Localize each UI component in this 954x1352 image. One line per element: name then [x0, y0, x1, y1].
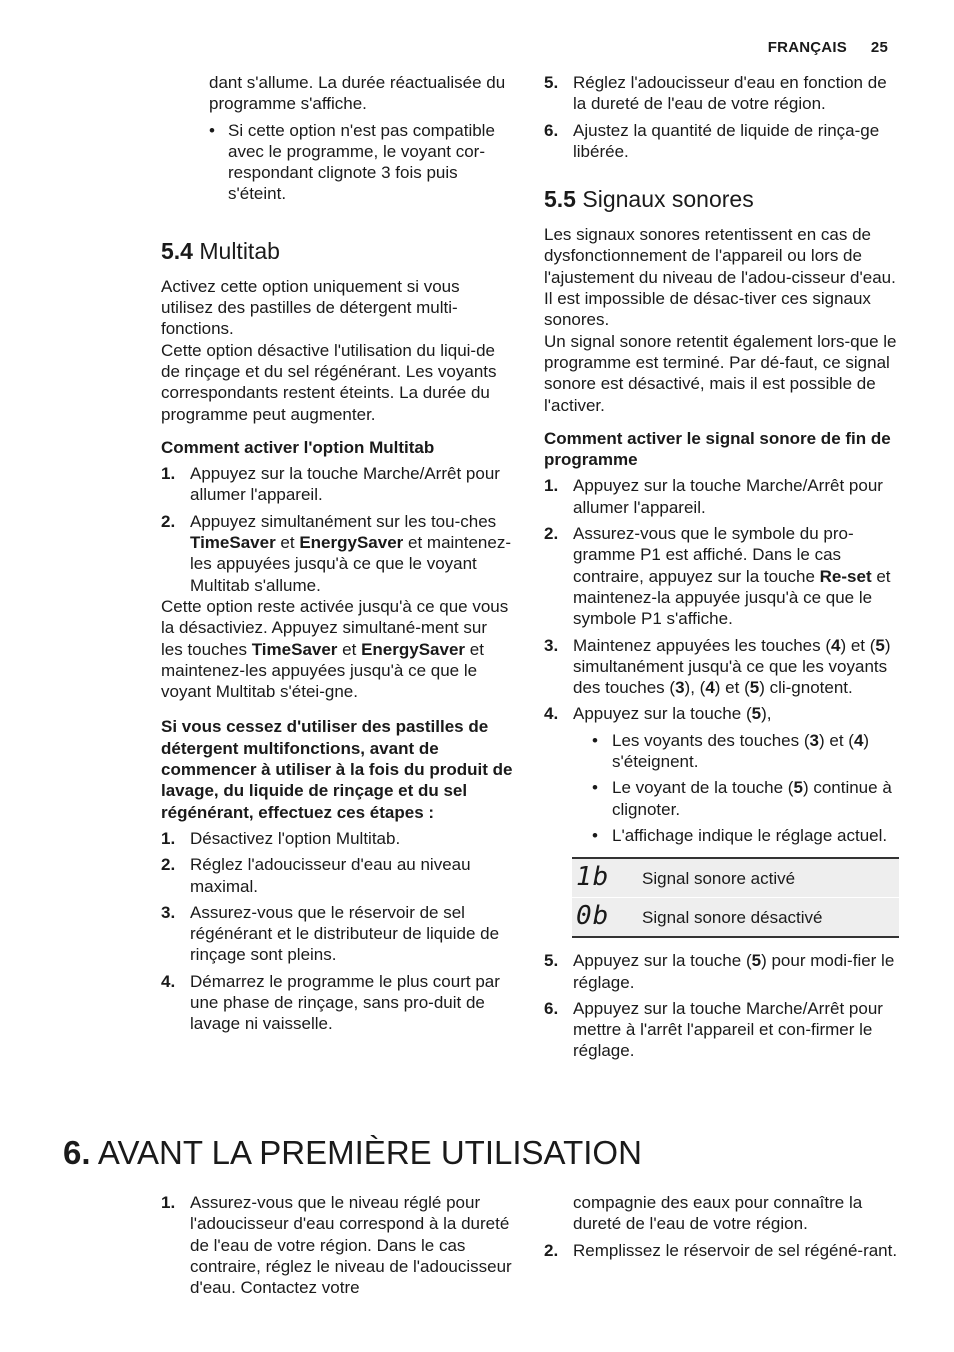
list-item: 5. Appuyez sur la touche (5) pour modi-fier le réglage.	[544, 951, 895, 992]
bullet: •	[592, 730, 598, 750]
sub-list-item: • Les voyants des touches (3) et (4) s'éteignent.	[592, 730, 870, 772]
list-item: 1. Appuyez sur la touche Marche/Arrêt pour allumer l'appareil.	[544, 476, 883, 517]
left-column	[161, 72, 513, 1040]
list-item: 1. Appuyez sur la touche Marche/Arrêt pour allumer l'appareil.	[161, 464, 500, 505]
list-item: 2. Remplissez le réservoir de sel régéné-rant.	[544, 1240, 898, 1260]
list-item: 2. Réglez l'adoucisseur d'eau au niveau maximal.	[161, 855, 471, 896]
table-cell: Signal sonore désactivé	[642, 898, 899, 938]
list-item: 4. Démarrez le programme le plus court par une phase de rinçage, sans pro-duit de lavage ni vaisselle.	[161, 971, 500, 1034]
signal-table	[572, 857, 899, 938]
right-column	[544, 72, 898, 1067]
section-heading-5-4: 5.4 Multitab	[161, 237, 280, 264]
list-item: 3. Maintenez appuyées les touches (4) et (5) simultanément jusqu'à ce que les voyants des touches (3), (4) et (5) cli-gnotent.	[544, 635, 891, 698]
section6-right	[544, 1192, 898, 1266]
sub-list-item: • Le voyant de la touche (5) continue à clignoter.	[592, 778, 892, 819]
subheading: Si vous cessez d'utiliser des pastilles de détergent multifonctions, avant de commencer à utiliser à la fois du produit de lavage, du liquide de rinçage et du sel régénérant, effectuez ces étapes :	[161, 717, 513, 822]
page-number: 25	[870, 39, 888, 56]
display-code: 1b	[576, 861, 610, 892]
bullet: •	[592, 825, 598, 845]
page-header	[768, 37, 888, 58]
continued-text: compagnie des eaux pour connaître la dureté de l'eau de votre région.	[573, 1193, 863, 1234]
paragraph: Un signal sonore retentit également lors-que le programme est terminé. Par dé-faut, ce signal sonore est désactivé, mais il est possible de l'activer.	[544, 331, 897, 415]
sub-list-item: • L'affichage indique le réglage actuel.	[592, 825, 888, 845]
bullet: •	[209, 120, 215, 140]
table-cell: Signal sonore activé	[642, 858, 899, 898]
list-item: 1. Désactivez l'option Multitab.	[161, 828, 401, 848]
list-item: 3. Assurez-vous que le réservoir de sel régénérant et le distributeur de liquide de rinçage sont pleins.	[161, 902, 500, 965]
list-item: 2. Appuyez simultanément sur les tou-ches TimeSaver et EnergySaver et maintenez-les appuyées jusqu'à ce que le voyant Multitab s'allume.	[161, 511, 512, 595]
table-row	[572, 858, 899, 898]
subheading: Comment activer le signal sonore de fin de programme	[544, 428, 891, 470]
header-section: FRANÇAIS	[767, 39, 847, 56]
subheading: Comment activer l'option Multitab	[161, 437, 435, 457]
section-heading-5-5: 5.5 Signaux sonores	[544, 186, 754, 213]
continued-text: dant s'allume. La durée réactualisée du programme s'affiche.	[209, 73, 506, 114]
list-item: 2. Assurez-vous que le symbole du pro-gramme P1 est affiché. Dans le cas contraire, appuyez sur la touche Re-set et maintenez-la appuyée jusqu'à ce que le symbole P1 s'affiche.	[544, 524, 891, 629]
paragraph: Cette option désactive l'utilisation du liqui-de de rinçage et du sel régénérant. Les voyants correspondants restent éteints. La durée du programme peut augmenter.	[161, 340, 497, 424]
paragraph: Cette option reste activée jusqu'à ce que vous la désactiviez. Appuyez simultané-ment sur les touches TimeSaver et EnergySaver et maintenez-les appuyées jusqu'à ce que le voyant Multitab s'étei-gne.	[161, 596, 509, 702]
table-row	[572, 898, 899, 938]
list-item: 5. Réglez l'adoucisseur d'eau en fonction de la dureté de l'eau de votre région.	[544, 73, 887, 114]
bullet: •	[592, 778, 598, 798]
paragraph: Activez cette option uniquement si vous utilisez des pastilles de détergent multi-fonctions.	[161, 276, 460, 339]
paragraph: Les signaux sonores retentissent en cas de dysfonctionnement de l'appareil ou lors de l'ajustement du niveau de l'adou-cisseur d'eau. Il est impossible de désac-tiver ces signaux sonores.	[544, 225, 896, 330]
list-item: • Si cette option n'est pas compatible avec le programme, le voyant cor-respondant clignote 3 fois puis s'éteint.	[209, 120, 495, 204]
list-item: 1. Assurez-vous que le niveau réglé pour l'adoucisseur d'eau correspond à la dureté de l'eau de votre région. Dans le cas contraire, réglez le niveau de l'adoucisseur d'eau. Contactez votre	[161, 1193, 512, 1298]
section6-left	[161, 1192, 513, 1303]
display-code: 0b	[576, 900, 610, 931]
chapter-heading-6: 6. AVANT LA PREMIÈRE UTILISATION	[63, 1134, 642, 1171]
list-item: 6. Ajustez la quantité de liquide de rinça-ge libérée.	[544, 120, 880, 161]
list-item: 6. Appuyez sur la touche Marche/Arrêt pour mettre à l'arrêt l'appareil et con-firmer le réglage.	[544, 998, 883, 1061]
list-item: 4. Appuyez sur la touche (5),	[544, 704, 772, 724]
